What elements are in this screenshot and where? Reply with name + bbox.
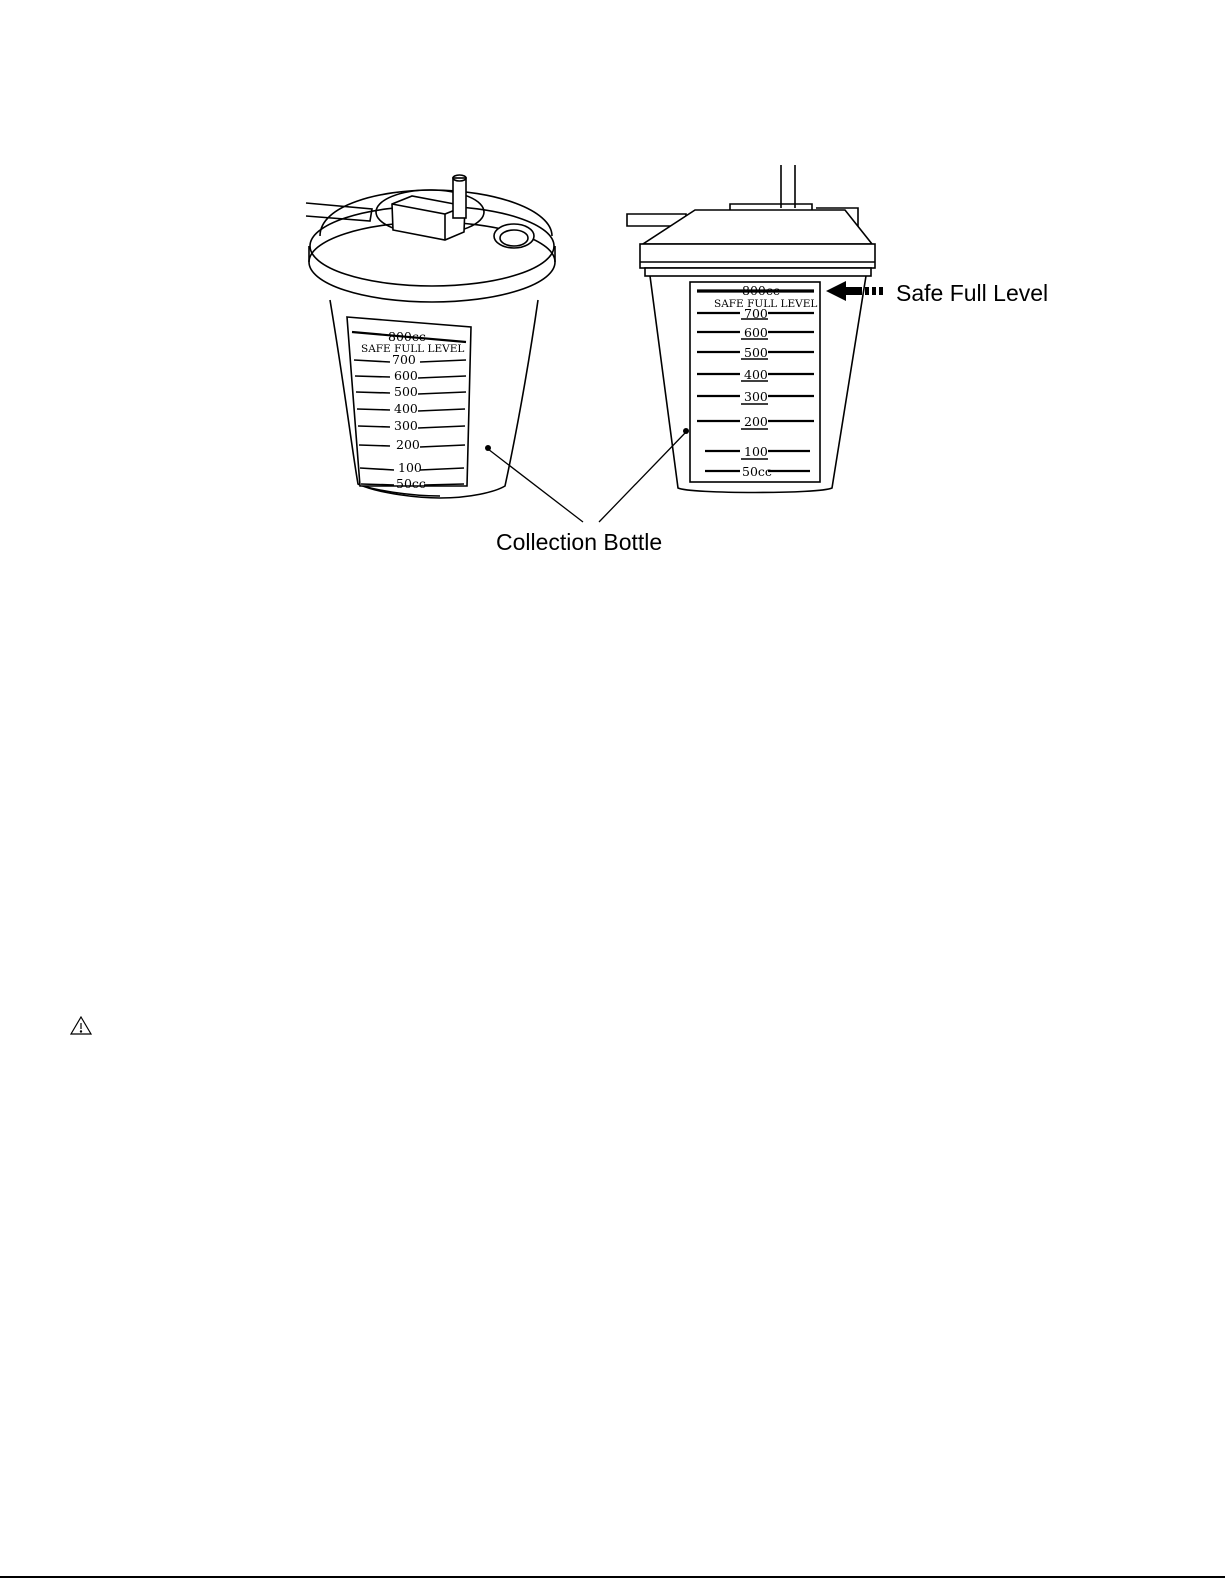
collection-bottle-leaders [488, 432, 686, 522]
right-mark: 500 [744, 345, 768, 360]
left-mark: 200 [396, 437, 420, 452]
left-mark: 50cc [396, 476, 426, 491]
right-mark: 100 [744, 444, 768, 459]
left-mark: 700 [392, 352, 416, 367]
right-mark: 200 [744, 414, 768, 429]
right-mark: 50cc [742, 464, 772, 479]
right-mark: 600 [744, 325, 768, 340]
safe-full-level-callout: Safe Full Level [896, 280, 1049, 306]
warning-triangle-icon [71, 1017, 91, 1034]
right-mark: 700 [744, 306, 768, 321]
left-label-safe: SAFE FULL LEVEL [361, 343, 465, 355]
right-mark: 300 [744, 389, 768, 404]
left-mark: 100 [398, 460, 422, 475]
right-label-safe: SAFE FULL LEVEL [714, 298, 818, 310]
left-bottle [306, 175, 555, 498]
left-mark: 400 [394, 401, 418, 416]
left-mark: 300 [394, 418, 418, 433]
collection-bottle-callout: Collection Bottle [496, 529, 663, 555]
left-mark: 600 [394, 368, 418, 383]
right-label-top: 800cc [742, 283, 780, 298]
footer-rule [0, 1576, 1225, 1578]
safe-full-level-arrow-icon [826, 281, 883, 301]
right-mark: 400 [744, 367, 768, 382]
left-label-top: 800cc [388, 329, 426, 344]
left-tube-icon [306, 203, 372, 221]
left-mark: 500 [394, 384, 418, 399]
